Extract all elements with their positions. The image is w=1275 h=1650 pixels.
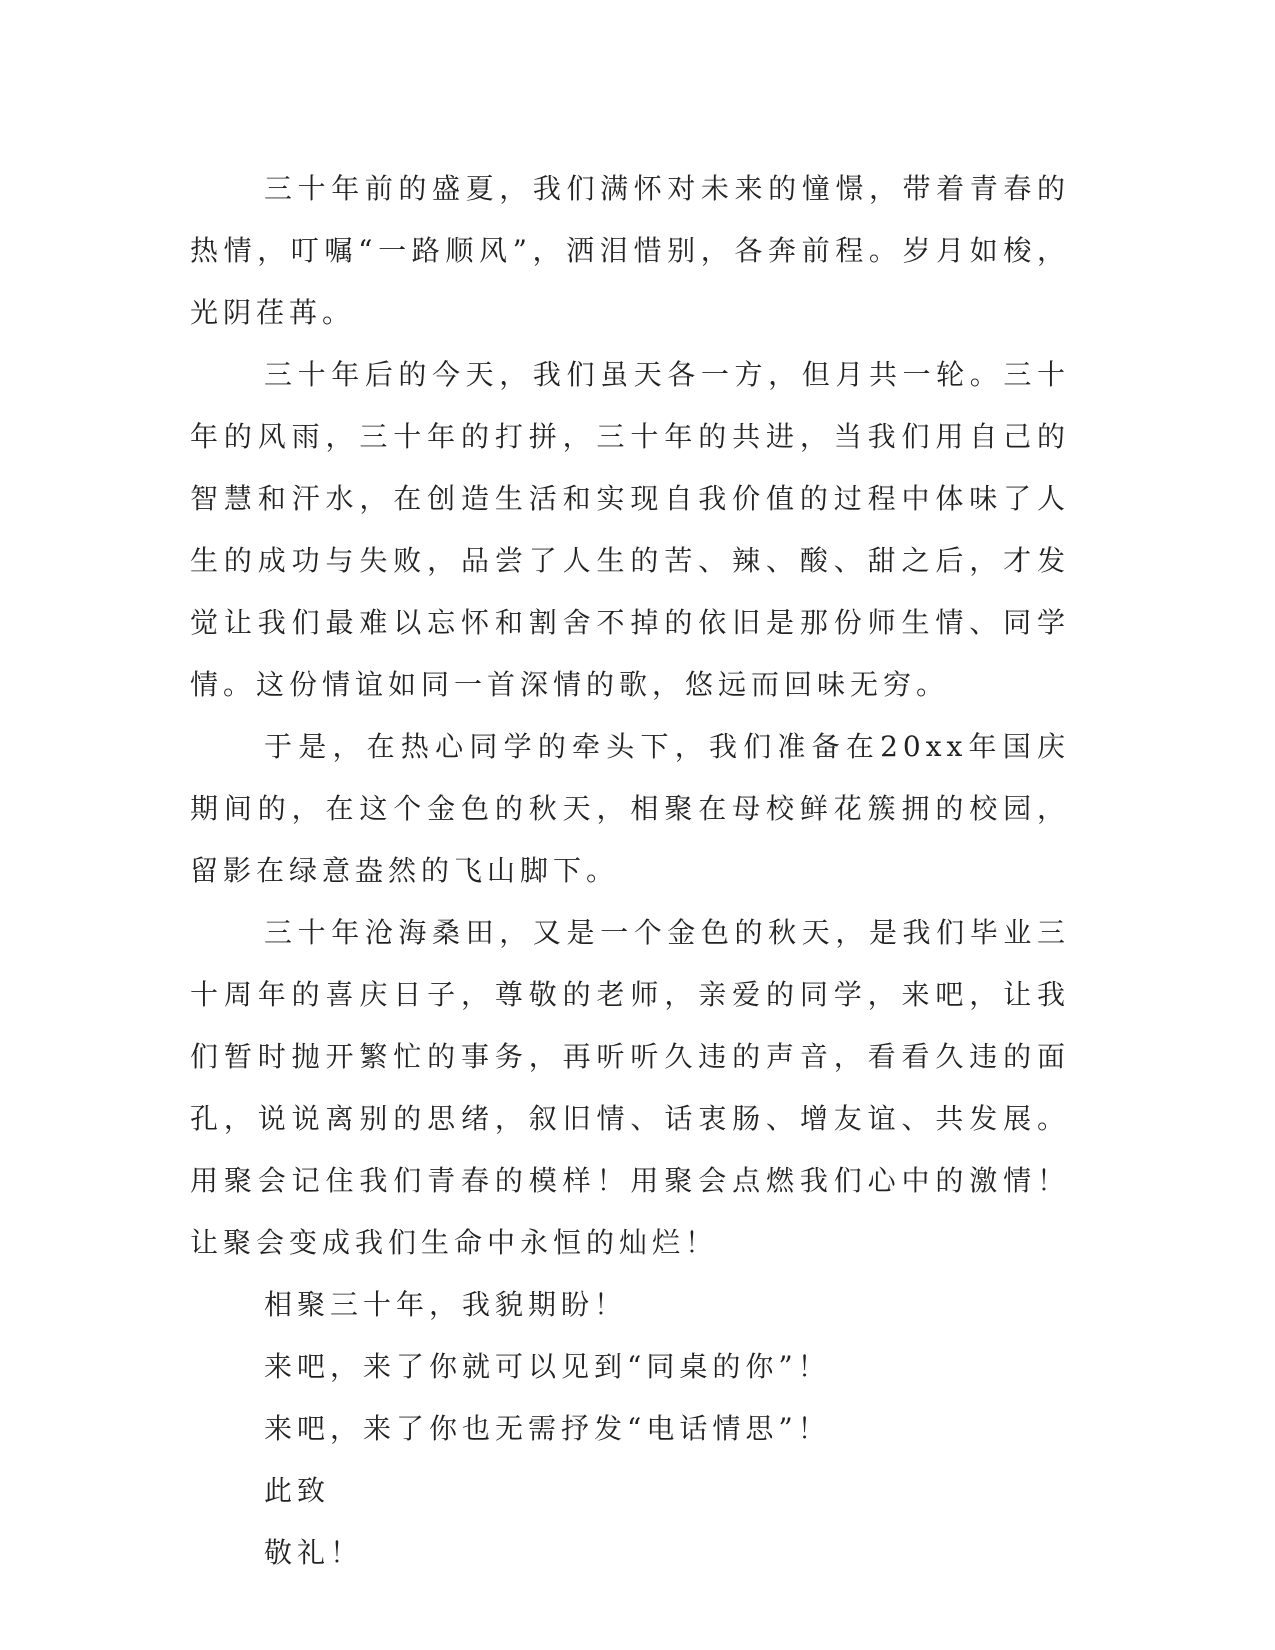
closing-line-desk-mate: 来吧，来了你就可以见到“同桌的你”！ [264,1350,831,1383]
paragraph-1: 三十年前的盛夏，我们满怀对未来的憧憬，带着青春的热情，叮嘱“一路顺风”，洒泪惜别，各奔前程。岁月如梭，光阴荏苒。 [190,172,1070,329]
closing-regards: 敬礼！ [264,1536,364,1569]
closing-salutation: 此致 [264,1474,331,1507]
paragraph-4: 三十年沧海桑田，又是一个金色的秋天，是我们毕业三十周年的喜庆日子，尊敬的老师，亲爱的同学，来吧，让我们暂时抛开繁忙的事务，再听听久违的声音，看看久违的面孔，说说离别的思绪，叙旧情、话衷肠、增友谊、共发展。用聚会记住我们青春的模样！用聚会点燃我们心中的激情！让聚会变成我们生命中永恒的灿烂！ [190,916,1070,1259]
paragraph-2: 三十年后的今天，我们虽天各一方，但月共一轮。三十年的风雨，三十年的打拼，三十年的共进，当我们用自己的智慧和汗水，在创造生活和实现自我价值的过程中体味了人生的成功与失败，品尝了人生的苦、辣、酸、甜之后，才发觉让我们最难以忘怀和割舍不掉的依旧是那份师生情、同学情。这份情谊如同一首深情的歌，悠远而回味无穷。 [190,358,1070,701]
paragraph-3: 于是，在热心同学的牵头下，我们准备在20xx年国庆期间的，在这个金色的秋天，相聚在母校鲜花簇拥的校园，留影在绿意盎然的飞山脚下。 [190,730,1070,887]
document-body [190,158,1070,1584]
closing-line-expectation: 相聚三十年，我貌期盼！ [264,1288,628,1321]
closing-line-phone: 来吧，来了你也无需抒发“电话情思”！ [264,1412,831,1445]
